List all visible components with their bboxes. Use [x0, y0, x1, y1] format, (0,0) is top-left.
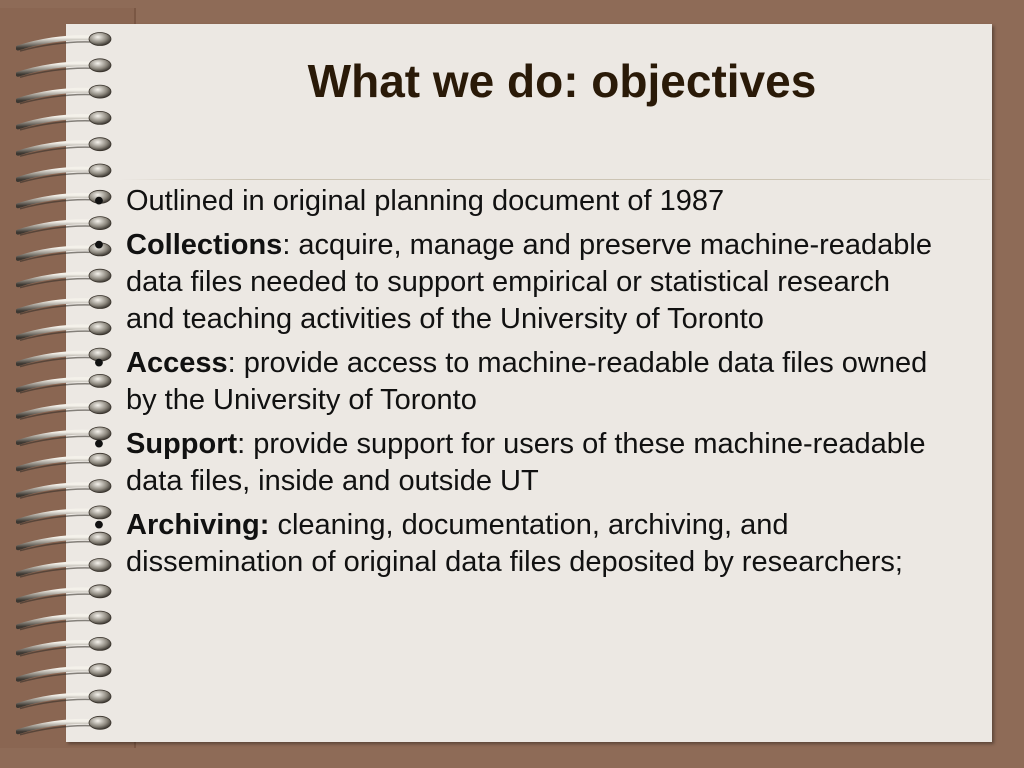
bullet-dot-icon: •	[93, 347, 105, 379]
bullet-term: Collections	[126, 229, 283, 261]
spiral-coil	[18, 327, 94, 337]
spiral-knob	[89, 33, 111, 46]
spiral-knob	[89, 59, 111, 72]
spiral-coil	[18, 143, 94, 153]
bullet-text: cleaning, documentation, archiving, and dissemination of original data files deposited by researchers;	[126, 509, 903, 578]
bullet-text: : provide support for users of these machine-readable data files, inside and outside UT	[126, 428, 926, 497]
bullet-item	[84, 345, 944, 419]
bullet-text: : provide access to machine-readable data files owned by the University of Toronto	[126, 347, 928, 416]
spiral-coil	[18, 590, 94, 600]
spiral-knob	[89, 611, 111, 624]
bullet-item	[84, 183, 944, 220]
bullet-item	[84, 426, 944, 500]
spiral-coil	[18, 169, 94, 179]
bullet-item	[84, 227, 944, 338]
spiral-coil	[18, 616, 94, 626]
spiral-coil	[18, 695, 94, 705]
spiral-knob	[89, 85, 111, 98]
slide-title: What we do: objectives	[307, 55, 817, 107]
spiral-coil	[18, 537, 94, 547]
spiral-coil	[18, 406, 94, 416]
bullet-dot-icon: •	[93, 185, 105, 217]
bullet-term: Support	[126, 428, 238, 460]
bullet-dot-icon: •	[93, 509, 105, 541]
spiral-coil	[18, 301, 94, 311]
spiral-coil	[18, 643, 94, 653]
bullet-term: Archiving:	[126, 509, 270, 541]
spiral-knob	[89, 164, 111, 177]
spiral-coil	[18, 353, 94, 363]
spiral-coil	[18, 274, 94, 284]
bullet-item	[84, 507, 944, 581]
spiral-coil	[18, 564, 94, 574]
spiral-knob	[89, 690, 111, 703]
spiral-coil	[18, 432, 94, 442]
bullet-list	[84, 183, 944, 588]
spiral-coil	[18, 38, 94, 48]
spiral-coil	[18, 117, 94, 127]
spiral-coil	[18, 222, 94, 232]
spiral-knob	[89, 138, 111, 151]
spiral-coil	[18, 721, 94, 731]
spiral-knob	[89, 637, 111, 650]
spiral-knob	[89, 716, 111, 729]
bullet-text: Outlined in original planning document of 1987	[126, 185, 725, 217]
spiral-coil	[18, 485, 94, 495]
bullet-dot-icon: •	[93, 428, 105, 460]
bullet-term: Access	[126, 347, 228, 379]
bullet-dot-icon: •	[93, 229, 105, 261]
title-divider	[120, 179, 990, 180]
bullet-text: : acquire, manage and preserve machine-readable data files needed to support empirical or statistical research and teaching activities of the University of Toronto	[126, 229, 932, 335]
spiral-coil	[18, 511, 94, 521]
spiral-knob	[89, 111, 111, 124]
spiral-knob	[89, 664, 111, 677]
spiral-coil	[18, 669, 94, 679]
spiral-coil	[18, 195, 94, 205]
spiral-coil	[18, 248, 94, 258]
spiral-coil	[18, 90, 94, 100]
spiral-coil	[18, 458, 94, 468]
spiral-coil	[18, 64, 94, 74]
spiral-coil	[18, 380, 94, 390]
